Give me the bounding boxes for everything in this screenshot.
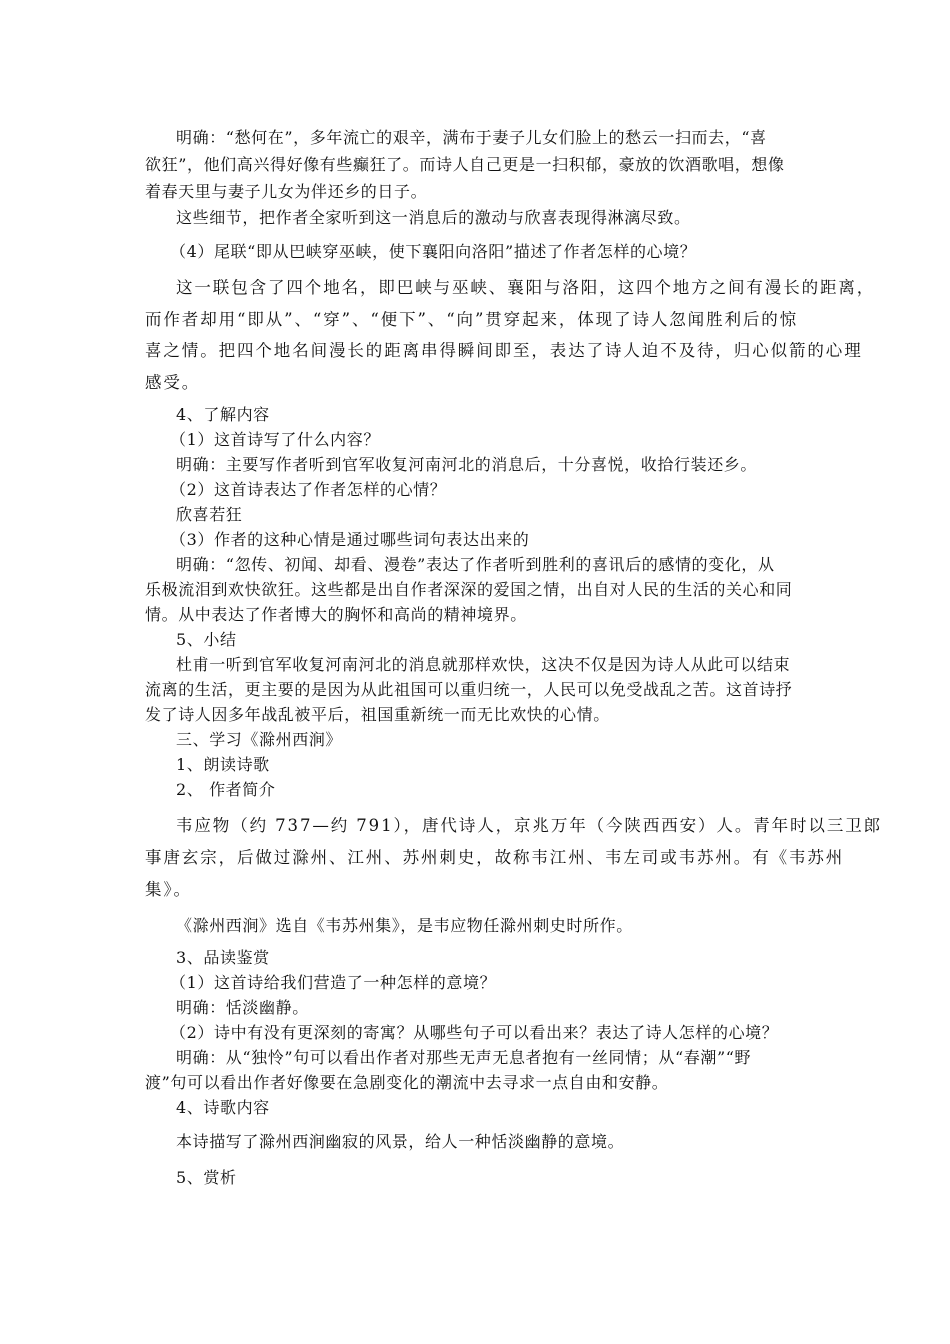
answer-line: 明确：主要写作者听到官军收复河南河北的消息后，十分喜悦，收拾行装还乡。 xyxy=(176,455,758,474)
question-line: （2）诗中有没有更深刻的寄寓？从哪些句子可以看出来？表达了诗人怎样的心境？ xyxy=(170,1023,779,1042)
answer-line: 明确：“忽传、初闻、却看、漫卷”表达了作者听到胜利的喜讯后的感情的变化，从 xyxy=(176,555,775,574)
body-text-line: 流离的生活，更主要的是因为从此祖国可以重归统一，人民可以免受战乱之苦。这首诗抒 xyxy=(145,680,793,699)
body-text-line: 发了诗人因多年战乱被平后，祖国重新统一而无比欢快的心情。 xyxy=(145,705,610,724)
section-heading: 3、品读鉴赏 xyxy=(176,948,270,967)
question-line: （1）这首诗写了什么内容？ xyxy=(170,430,380,449)
body-text-line: 集》。 xyxy=(145,880,192,899)
question-line: （2）这首诗表达了作者怎样的心情？ xyxy=(170,480,447,499)
question-line: （3）作者的这种心情是通过哪些词句表达出来的 xyxy=(170,530,530,549)
answer-line: 明确：从“独怜”句可以看出作者对那些无声无息者抱有一丝同情；从“春潮”“野 xyxy=(176,1048,752,1067)
section-heading: 2、 作者简介 xyxy=(176,780,276,799)
question-line: （4）尾联“即从巴峡穿巫峡，使下襄阳向洛阳”描述了作者怎样的心境？ xyxy=(170,242,697,261)
body-text-line: 这一联包含了四个地名，即巴峡与巫峡、襄阳与洛阳，这四个地方之间有漫长的距离， xyxy=(176,278,876,297)
body-text-line: 感受。 xyxy=(145,373,201,392)
body-text-line: 而作者却用“即从”、“穿”、“便下”、“向”贯穿起来，体现了诗人忽闻胜利后的惊 xyxy=(145,310,799,329)
section-heading: 4、诗歌内容 xyxy=(176,1098,270,1117)
section-heading: 5、赏析 xyxy=(176,1168,237,1187)
body-text-line: 这些细节，把作者全家听到这一消息后的激动与欣喜表现得淋漓尽致。 xyxy=(176,208,691,227)
answer-line: 欣喜若狂 xyxy=(176,505,243,524)
body-text-line: 杜甫一听到官军收复河南河北的消息就那样欢快，这决不仅是因为诗人从此可以结束 xyxy=(176,655,791,674)
body-text-line: 欲狂”，他们高兴得好像有些癫狂了。而诗人自己更是一扫积郁，豪放的饮酒歌唱，想像 xyxy=(145,155,785,174)
section-heading: 三、学习《滁州西涧》 xyxy=(176,730,343,749)
body-text-line: 喜之情。把四个地名间漫长的距离串得瞬间即至，表达了诗人迫不及待，归心似箭的心理 xyxy=(145,341,863,360)
body-text-line: 本诗描写了滁州西涧幽寂的风景，给人一种恬淡幽静的意境。 xyxy=(176,1132,625,1151)
body-text-line: 渡”句可以看出作者好像要在急剧变化的潮流中去寻求一点自由和安静。 xyxy=(145,1073,669,1092)
section-heading: 1、朗读诗歌 xyxy=(176,755,270,774)
body-text-line: 《滁州西涧》选自《韦苏州集》，是韦应物任滁州刺史时所作。 xyxy=(176,916,633,935)
section-heading: 4、了解内容 xyxy=(176,405,270,424)
body-text-line: 韦应物（约 737—约 791），唐代诗人，京兆万年（今陕西西安）人。青年时以三卫郎 xyxy=(176,816,883,835)
answer-line: 明确：恬淡幽静。 xyxy=(176,998,309,1017)
question-line: （1）这首诗给我们营造了一种怎样的意境？ xyxy=(170,973,497,992)
body-text-line: 明确：“愁何在”，多年流亡的艰辛，满布于妻子儿女们脸上的愁云一扫而去，“喜 xyxy=(176,128,767,147)
body-text-line: 事唐玄宗，后做过滁州、江州、苏州刺史，故称韦江州、韦左司或韦苏州。有《韦苏州 xyxy=(145,848,845,867)
section-heading: 5、小结 xyxy=(176,630,237,649)
body-text-line: 乐极流泪到欢快欲狂。这些都是出自作者深深的爱国之情，出自对人民的生活的关心和同 xyxy=(145,580,793,599)
body-text-line: 情。从中表达了作者博大的胸怀和高尚的精神境界。 xyxy=(145,605,527,624)
body-text-line: 着春天里与妻子儿女为伴还乡的日子。 xyxy=(145,182,428,201)
